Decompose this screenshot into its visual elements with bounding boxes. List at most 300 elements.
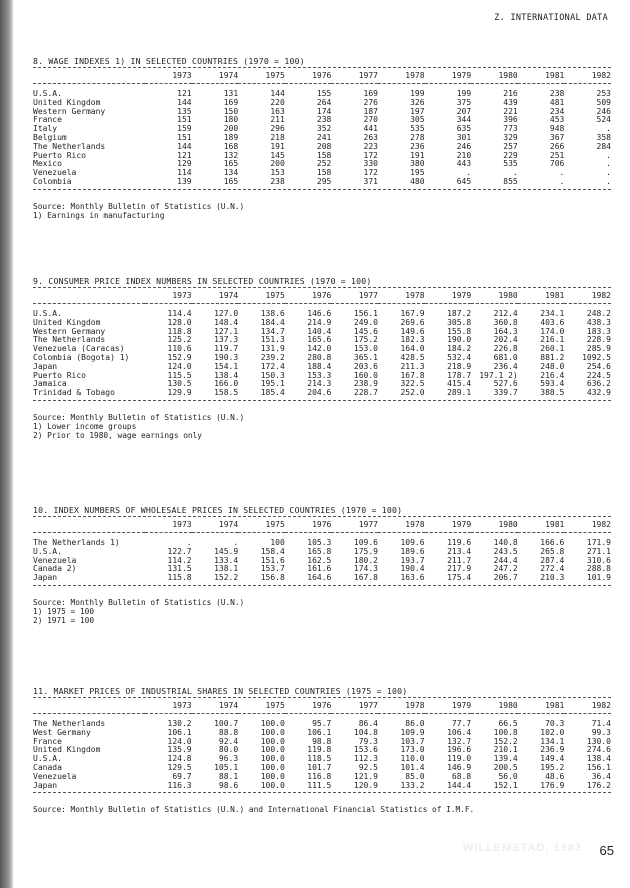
value-cell: 190.3 bbox=[214, 352, 239, 362]
source-note: Source: Monthly Bulletin of Statistics (U.N.) bbox=[33, 597, 245, 607]
value-cell: 339.7 bbox=[493, 388, 518, 398]
value-cell: 165.8 bbox=[307, 546, 332, 556]
value-cell: 159 bbox=[177, 124, 192, 134]
value-cell: . bbox=[606, 176, 611, 186]
value-cell: 224.5 bbox=[586, 370, 611, 380]
value-cell: 480 bbox=[410, 176, 425, 186]
value-cell: 109.9 bbox=[400, 727, 425, 737]
value-cell: 132 bbox=[223, 150, 239, 160]
value-cell: 128.0 bbox=[167, 317, 192, 327]
value-cell: 287.4 bbox=[540, 555, 565, 565]
value-cell: 203.6 bbox=[353, 361, 378, 371]
value-cell: 164.3 bbox=[493, 326, 518, 336]
value-cell: 151.6 bbox=[260, 555, 285, 565]
value-cell: 68.8 bbox=[451, 771, 472, 781]
value-cell: 236.9 bbox=[540, 745, 565, 755]
value-cell: 151 bbox=[177, 132, 192, 142]
corner-cell bbox=[33, 288, 145, 304]
value-cell: 243.5 bbox=[493, 546, 518, 556]
value-cell: 100.0 bbox=[260, 762, 285, 772]
value-cell: 305.8 bbox=[447, 317, 472, 327]
value-cell: 101.7 bbox=[307, 762, 332, 772]
value-cell: 329 bbox=[503, 132, 518, 142]
value-cell: 100 bbox=[270, 538, 285, 547]
value-cell: 138.6 bbox=[260, 309, 285, 318]
value-cell: 253 bbox=[596, 89, 611, 98]
value-cell: 153.7 bbox=[260, 564, 285, 574]
value-cell: 150 bbox=[223, 106, 239, 116]
table-row bbox=[33, 533, 611, 548]
value-cell: 140.8 bbox=[493, 538, 518, 547]
value-cell: 228.7 bbox=[353, 388, 378, 398]
value-cell: 532.4 bbox=[447, 352, 472, 362]
table-row bbox=[33, 84, 611, 99]
value-cell: 481 bbox=[549, 97, 565, 107]
value-cell: 167.9 bbox=[400, 309, 425, 318]
value-cell: 109.6 bbox=[400, 538, 425, 547]
value-cell: 175.9 bbox=[353, 546, 378, 556]
value-cell: 158.5 bbox=[214, 388, 239, 398]
value-cell: 285.9 bbox=[586, 344, 611, 354]
value-cell: 247.2 bbox=[493, 564, 518, 574]
value-cell: 246 bbox=[456, 141, 472, 151]
value-cell: 105.1 bbox=[214, 762, 239, 772]
value-cell: 155.8 bbox=[447, 326, 472, 336]
value-cell: 100.0 bbox=[260, 754, 285, 764]
value-cell: 187.2 bbox=[447, 309, 472, 318]
data-table bbox=[33, 288, 611, 400]
table-wholesale-prices bbox=[33, 505, 611, 625]
value-cell: 153 bbox=[270, 168, 285, 178]
value-cell: 344 bbox=[456, 115, 472, 125]
value-cell: 211 bbox=[270, 115, 285, 125]
value-cell: 535 bbox=[410, 124, 425, 134]
value-cell: 36.4 bbox=[591, 771, 611, 781]
value-cell: 161.6 bbox=[307, 564, 332, 574]
year-header: 1980 bbox=[471, 698, 518, 714]
value-cell: 183.3 bbox=[586, 326, 611, 336]
value-cell: 112.3 bbox=[353, 754, 378, 764]
year-header: 1976 bbox=[285, 517, 332, 533]
value-cell: 252 bbox=[316, 159, 332, 169]
value-cell: 124.8 bbox=[167, 754, 192, 764]
value-cell: 144.4 bbox=[447, 780, 472, 790]
value-cell: . bbox=[606, 168, 611, 178]
value-cell: 251 bbox=[549, 150, 565, 160]
value-cell: 153.3 bbox=[307, 370, 332, 380]
year-header: 1980 bbox=[471, 288, 518, 304]
year-header: 1975 bbox=[238, 698, 285, 714]
value-cell: 140.4 bbox=[307, 326, 332, 336]
value-cell: 92.4 bbox=[218, 736, 239, 746]
country-label: Italy bbox=[33, 124, 58, 134]
value-cell: 142.0 bbox=[307, 344, 332, 354]
value-cell: 118.8 bbox=[167, 326, 192, 336]
value-cell: 208 bbox=[316, 141, 332, 151]
value-cell: 127.1 bbox=[214, 326, 239, 336]
country-label: Puerto Rico bbox=[33, 150, 86, 160]
value-cell: 218 bbox=[270, 132, 285, 142]
header-row bbox=[33, 288, 611, 304]
value-cell: 199 bbox=[410, 89, 425, 98]
value-cell: 114 bbox=[177, 168, 192, 178]
value-cell: 88.1 bbox=[218, 771, 239, 781]
value-cell: 388.5 bbox=[540, 388, 565, 398]
source-note: Source: Monthly Bulletin of Statistics (U.N.) and International Financial Statistics of I.M.F. bbox=[33, 805, 475, 815]
value-cell: 187 bbox=[363, 106, 378, 116]
year-header: 1973 bbox=[145, 698, 192, 714]
country-label: Belgium bbox=[33, 132, 67, 142]
value-cell: 773 bbox=[503, 124, 518, 134]
value-cell: 246 bbox=[596, 106, 611, 116]
value-cell: . bbox=[559, 176, 565, 186]
country-label: Canada 2) bbox=[33, 564, 77, 574]
value-cell: 88.8 bbox=[218, 727, 239, 737]
year-header: 1982 bbox=[564, 517, 611, 533]
value-cell: 441 bbox=[363, 124, 378, 134]
value-cell: 100.0 bbox=[260, 727, 285, 737]
value-cell: 270 bbox=[363, 115, 378, 125]
value-cell: 226.8 bbox=[493, 344, 518, 354]
value-cell: 236.4 bbox=[493, 361, 518, 371]
value-cell: 103.7 bbox=[400, 736, 425, 746]
value-cell: 229 bbox=[503, 150, 518, 160]
source-note: Source: Monthly Bulletin of Statistics (U.N.) bbox=[33, 201, 245, 211]
value-cell: 116.8 bbox=[307, 771, 332, 781]
value-cell: 125.2 bbox=[167, 335, 192, 345]
value-cell: 375 bbox=[456, 97, 472, 107]
value-cell: 169 bbox=[223, 97, 239, 107]
country-label: The Netherlands bbox=[33, 141, 106, 151]
value-cell: 69.7 bbox=[172, 771, 192, 781]
value-cell: 86.4 bbox=[358, 719, 378, 728]
country-label: Mexico bbox=[33, 159, 62, 169]
value-cell: 134.7 bbox=[260, 326, 285, 336]
value-cell: 158.4 bbox=[260, 546, 285, 556]
value-cell: 284 bbox=[596, 141, 611, 151]
value-cell: 178.7 bbox=[447, 370, 472, 380]
value-cell: 77.7 bbox=[451, 719, 472, 728]
corner-cell bbox=[33, 517, 145, 533]
corner-cell bbox=[33, 68, 145, 84]
value-cell: 152.2 bbox=[493, 736, 518, 746]
year-header: 1975 bbox=[238, 288, 285, 304]
value-cell: 212.4 bbox=[493, 309, 518, 318]
value-cell: 274.6 bbox=[586, 745, 611, 755]
value-cell: 360.8 bbox=[493, 317, 518, 327]
value-cell: 48.6 bbox=[545, 771, 565, 781]
value-cell: 176.2 bbox=[586, 780, 611, 790]
value-cell: 79.3 bbox=[358, 736, 378, 746]
country-label: Venezuela bbox=[33, 555, 77, 565]
value-cell: 214.3 bbox=[307, 379, 332, 389]
data-table bbox=[33, 698, 611, 792]
value-cell: 131 bbox=[223, 89, 239, 98]
value-cell: 207 bbox=[456, 106, 472, 116]
value-cell: 145.9 bbox=[214, 546, 239, 556]
value-cell: 211.7 bbox=[447, 555, 472, 565]
year-header: 1977 bbox=[331, 698, 378, 714]
year-header: 1979 bbox=[425, 68, 472, 84]
year-header: 1973 bbox=[145, 517, 192, 533]
year-header: 1977 bbox=[331, 517, 378, 533]
value-cell: 119.7 bbox=[214, 344, 239, 354]
value-cell: 221 bbox=[503, 106, 518, 116]
value-cell: 188.4 bbox=[307, 361, 332, 371]
year-header: 1982 bbox=[564, 698, 611, 714]
value-cell: 118.5 bbox=[307, 754, 332, 764]
value-cell: 169 bbox=[363, 89, 378, 98]
value-cell: 135 bbox=[177, 106, 192, 116]
value-cell: 109.6 bbox=[353, 538, 378, 547]
value-cell: 269.6 bbox=[400, 317, 425, 327]
value-cell: 173.0 bbox=[400, 745, 425, 755]
value-cell: 163 bbox=[270, 106, 285, 116]
country-label: Trinidad & Tobago bbox=[33, 388, 115, 398]
country-label: The Netherlands bbox=[33, 719, 106, 728]
value-cell: 137.3 bbox=[214, 335, 239, 345]
page-number: 65 bbox=[599, 843, 614, 858]
value-cell: 138.4 bbox=[586, 754, 611, 764]
value-cell: 167.8 bbox=[353, 573, 378, 583]
value-cell: 217.9 bbox=[447, 564, 472, 574]
value-cell: 100.0 bbox=[260, 719, 285, 728]
value-cell: . bbox=[559, 168, 565, 178]
value-cell: 202.4 bbox=[493, 335, 518, 345]
value-cell: 105.3 bbox=[307, 538, 332, 547]
value-cell: 948 bbox=[549, 124, 565, 134]
divider bbox=[33, 189, 611, 190]
value-cell: 156.8 bbox=[260, 573, 285, 583]
value-cell: 191 bbox=[270, 141, 285, 151]
value-cell: 263 bbox=[363, 132, 378, 142]
table-notes bbox=[33, 413, 611, 440]
country-label: United Kingdom bbox=[33, 745, 101, 755]
value-cell: 223 bbox=[363, 141, 378, 151]
value-cell: 190.0 bbox=[447, 335, 472, 345]
value-cell: 152.9 bbox=[167, 352, 192, 362]
value-cell: 138.4 bbox=[214, 370, 239, 380]
value-cell: 153.0 bbox=[353, 344, 378, 354]
value-cell: 120.9 bbox=[353, 780, 378, 790]
value-cell: . bbox=[606, 150, 611, 160]
value-cell: 156.1 bbox=[586, 762, 611, 772]
value-cell: 855 bbox=[503, 176, 518, 186]
value-cell: 100.8 bbox=[493, 727, 518, 737]
value-cell: . bbox=[186, 538, 192, 547]
value-cell: 266 bbox=[549, 141, 565, 151]
value-cell: 144 bbox=[177, 141, 192, 151]
value-cell: 110.0 bbox=[400, 754, 425, 764]
value-cell: 151 bbox=[177, 115, 192, 125]
country-label: Colombia bbox=[33, 176, 72, 186]
value-cell: 635 bbox=[456, 124, 472, 134]
value-cell: 218.9 bbox=[447, 361, 472, 371]
value-cell: 301 bbox=[456, 132, 472, 142]
value-cell: 195 bbox=[410, 168, 425, 178]
value-cell: 234 bbox=[549, 106, 565, 116]
value-cell: 100.0 bbox=[260, 780, 285, 790]
value-cell: 197 bbox=[410, 106, 425, 116]
value-cell: 264 bbox=[316, 97, 332, 107]
value-cell: 132.7 bbox=[447, 736, 472, 746]
value-cell: 121 bbox=[177, 150, 192, 160]
header-row bbox=[33, 698, 611, 714]
value-cell: 636.2 bbox=[586, 379, 611, 389]
value-cell: 95.7 bbox=[312, 719, 332, 728]
value-cell: 80.0 bbox=[218, 745, 239, 755]
value-cell: 150.3 bbox=[260, 370, 285, 380]
country-label: Venezuela (Caracas) bbox=[33, 344, 125, 354]
year-header: 1979 bbox=[425, 288, 472, 304]
value-cell: 236 bbox=[410, 141, 425, 151]
country-label: Colombia (Bogota) 1) bbox=[33, 352, 130, 362]
year-header: 1980 bbox=[471, 517, 518, 533]
value-cell: 127.0 bbox=[214, 309, 239, 318]
value-cell: 238 bbox=[270, 176, 285, 186]
source-note: Source: Monthly Bulletin of Statistics (U.N.) bbox=[33, 412, 245, 422]
year-header: 1978 bbox=[378, 698, 425, 714]
value-cell: 151.3 bbox=[260, 335, 285, 345]
country-label: United Kingdom bbox=[33, 97, 101, 107]
value-cell: 104.8 bbox=[353, 727, 378, 737]
year-header: 1981 bbox=[518, 698, 565, 714]
value-cell: 681.0 bbox=[493, 352, 518, 362]
value-cell: 86.0 bbox=[405, 719, 425, 728]
value-cell: 133.2 bbox=[400, 780, 425, 790]
value-cell: 1092.5 bbox=[582, 352, 611, 362]
table-notes bbox=[33, 598, 611, 625]
year-header: 1976 bbox=[285, 288, 332, 304]
year-header: 1974 bbox=[192, 698, 239, 714]
value-cell: 121 bbox=[177, 89, 192, 98]
value-cell: 305 bbox=[410, 115, 425, 125]
value-cell: 248.2 bbox=[586, 309, 611, 318]
value-cell: 645 bbox=[456, 176, 472, 186]
value-cell: 234.1 bbox=[540, 309, 565, 318]
watermark: WILLEMSTAD, 1983 bbox=[462, 842, 582, 854]
value-cell: 96.3 bbox=[218, 754, 239, 764]
data-table bbox=[33, 68, 611, 189]
value-cell: 174 bbox=[316, 106, 332, 116]
table-row bbox=[33, 714, 611, 729]
value-cell: . bbox=[606, 159, 611, 169]
value-cell: 238 bbox=[316, 115, 332, 125]
value-cell: 252.0 bbox=[400, 388, 425, 398]
value-cell: 310.6 bbox=[586, 555, 611, 565]
country-label: Jamaica bbox=[33, 379, 67, 389]
value-cell: 149.6 bbox=[400, 326, 425, 336]
value-cell: 524 bbox=[596, 115, 611, 125]
year-header: 1974 bbox=[192, 517, 239, 533]
year-header: 1974 bbox=[192, 68, 239, 84]
value-cell: 191 bbox=[410, 150, 425, 160]
value-cell: 166.6 bbox=[540, 538, 565, 547]
value-cell: 210.3 bbox=[540, 573, 565, 583]
country-label: United Kingdom bbox=[33, 317, 101, 327]
country-label: Japan bbox=[33, 780, 58, 790]
year-header: 1976 bbox=[285, 698, 332, 714]
value-cell: 144 bbox=[270, 89, 285, 98]
value-cell: 99.3 bbox=[591, 727, 611, 737]
value-cell: 199 bbox=[456, 89, 472, 98]
value-cell: 289.1 bbox=[447, 388, 472, 398]
value-cell: 196.6 bbox=[447, 745, 472, 755]
table-row bbox=[33, 178, 611, 189]
value-cell: 371 bbox=[363, 176, 378, 186]
value-cell: 130.0 bbox=[586, 736, 611, 746]
value-cell: 111.5 bbox=[307, 780, 332, 790]
value-cell: 115.8 bbox=[167, 573, 192, 583]
corner-cell bbox=[33, 698, 145, 714]
value-cell: 106.1 bbox=[167, 727, 192, 737]
table-title: 10. INDEX NUMBERS OF WHOLESALE PRICES IN SELECTED COUNTRIES (1970 = 100) bbox=[33, 505, 403, 515]
value-cell: 172.4 bbox=[260, 361, 285, 371]
value-cell: 129.9 bbox=[167, 388, 192, 398]
value-cell: 71.4 bbox=[591, 719, 611, 728]
year-header: 1981 bbox=[518, 517, 565, 533]
value-cell: 116.3 bbox=[167, 780, 192, 790]
value-cell: 190.4 bbox=[400, 564, 425, 574]
value-cell: 131.5 bbox=[167, 564, 192, 574]
country-label: U.S.A. bbox=[33, 754, 62, 764]
table-row bbox=[33, 574, 611, 585]
country-label: Western Germany bbox=[33, 326, 106, 336]
value-cell: 110.6 bbox=[167, 344, 192, 354]
year-header: 1981 bbox=[518, 288, 565, 304]
year-header: 1978 bbox=[378, 68, 425, 84]
value-cell: 100.0 bbox=[260, 771, 285, 781]
year-header: 1975 bbox=[238, 517, 285, 533]
value-cell: 101.9 bbox=[586, 573, 611, 583]
value-cell: 527.6 bbox=[493, 379, 518, 389]
year-header: 1979 bbox=[425, 517, 472, 533]
country-label: The Netherlands 1) bbox=[33, 538, 120, 547]
table-row bbox=[33, 389, 611, 400]
value-cell: 254.6 bbox=[586, 361, 611, 371]
value-cell: 166.0 bbox=[214, 379, 239, 389]
value-cell: 200 bbox=[223, 124, 239, 134]
country-label: U.S.A. bbox=[33, 89, 62, 98]
footnote: 1) 1975 = 100 bbox=[33, 606, 95, 616]
value-cell: . bbox=[466, 168, 472, 178]
country-label: West Germany bbox=[33, 727, 91, 737]
year-header: 1977 bbox=[331, 68, 378, 84]
table-row bbox=[33, 782, 611, 793]
value-cell: 122.7 bbox=[167, 546, 192, 556]
value-cell: 56.0 bbox=[498, 771, 518, 781]
value-cell: 352 bbox=[316, 124, 332, 134]
year-header: 1981 bbox=[518, 68, 565, 84]
value-cell: 121.9 bbox=[353, 771, 378, 781]
value-cell: 98.8 bbox=[312, 736, 332, 746]
value-cell: 144 bbox=[177, 97, 192, 107]
value-cell: 158 bbox=[316, 168, 332, 178]
value-cell: 85.0 bbox=[405, 771, 425, 781]
table-industrial-shares bbox=[33, 686, 611, 814]
value-cell: 249.0 bbox=[353, 317, 378, 327]
country-label: Japan bbox=[33, 573, 58, 583]
value-cell: 167.8 bbox=[400, 370, 425, 380]
table-notes bbox=[33, 805, 611, 814]
value-cell: 175.2 bbox=[353, 335, 378, 345]
value-cell: 119.0 bbox=[447, 754, 472, 764]
value-cell: 165 bbox=[223, 176, 239, 186]
value-cell: 195.1 bbox=[260, 379, 285, 389]
value-cell: 881.2 bbox=[540, 352, 565, 362]
value-cell: 330 bbox=[363, 159, 378, 169]
country-label: U.S.A. bbox=[33, 309, 62, 318]
